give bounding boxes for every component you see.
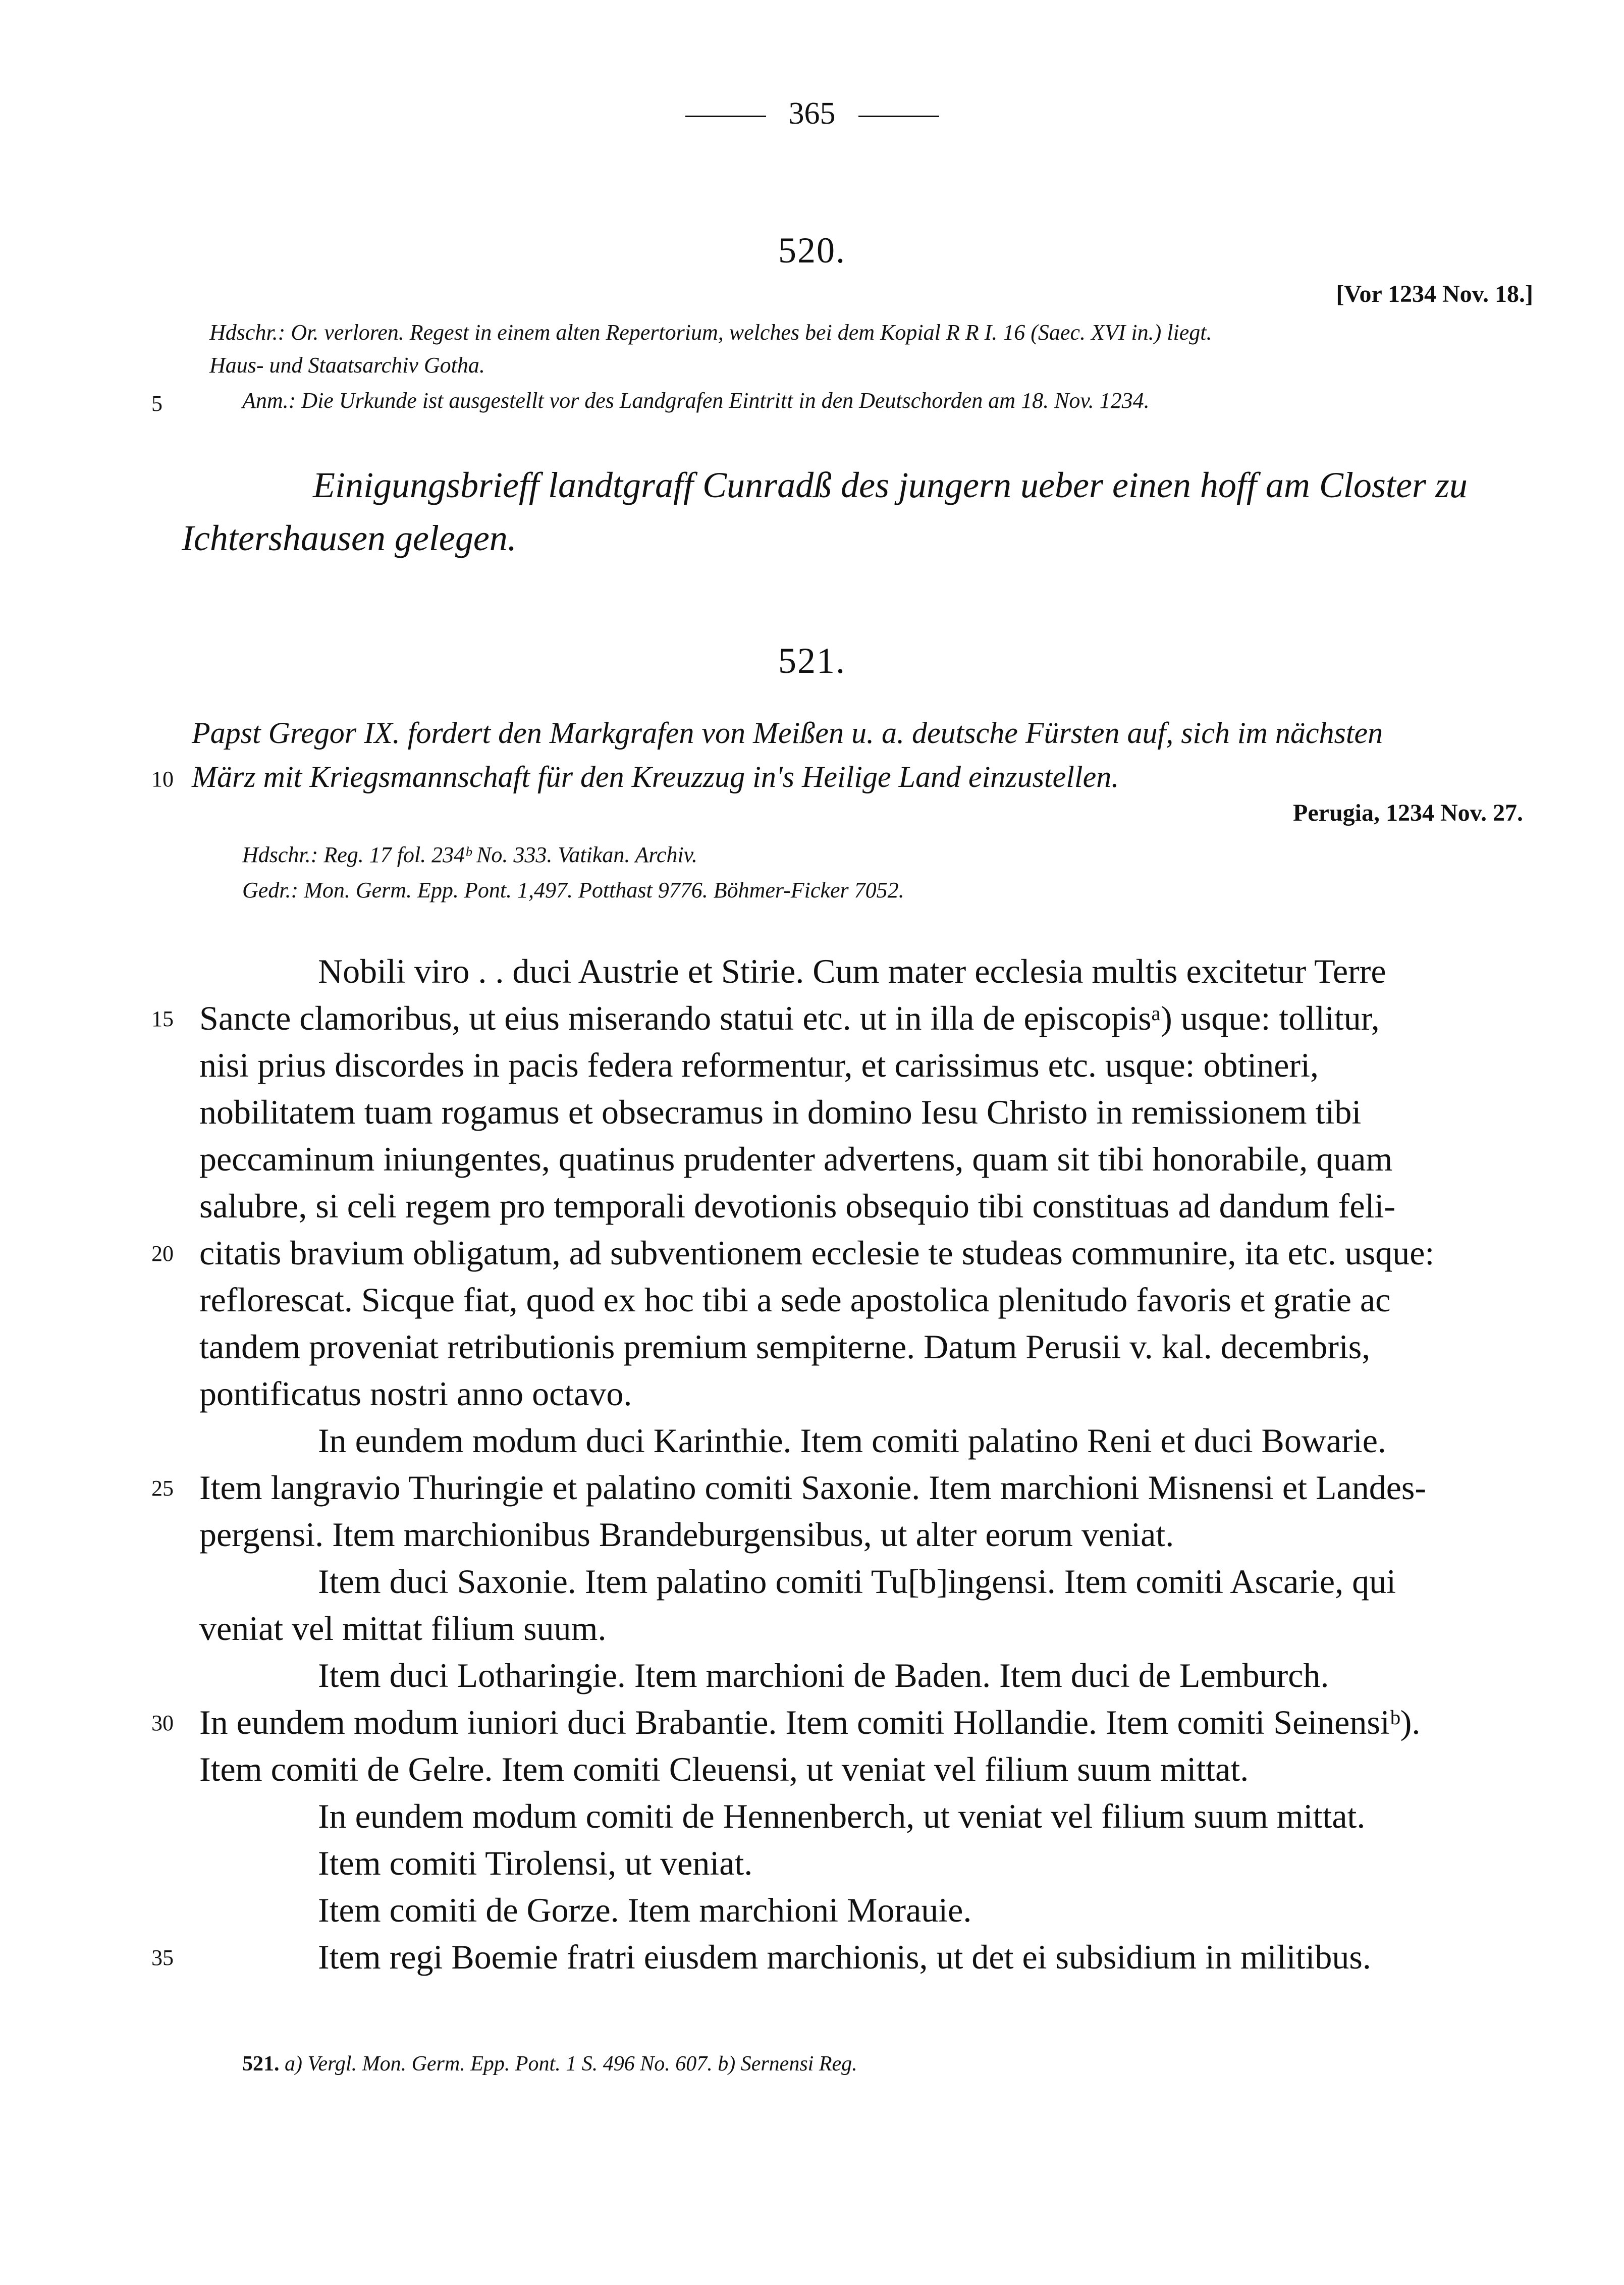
text-line: Nobili viro . . duci Austrie et Stirie. Cum mater ecclesia multis excitetur Terre [318, 952, 1386, 990]
doc-521-regest: März mit Kriegsmannschaft für den Kreuzzug in's Heilige Land einzustellen. [192, 760, 1119, 793]
doc-521-place-date: Perugia, 1234 Nov. 27. [1293, 800, 1523, 826]
header-rule-left [685, 116, 766, 117]
line-number: 10 [151, 767, 174, 791]
text-line: Item comiti Tirolensi, ut veniat. [318, 1844, 753, 1882]
footnote [242, 2052, 857, 2076]
doc-520-title: Ichtershausen gelegen. [182, 518, 517, 558]
text-line: tandem proveniat retributionis premium sempiterne. Datum Perusii v. kal. decembris, [199, 1327, 1371, 1366]
text-line: Item regi Boemie fratri eiusdem marchionis, ut det ei subsidium in militibus. [318, 1938, 1371, 1976]
doc-520-number: 520. [778, 230, 846, 271]
text-line: Sancte clamoribus, ut eius miserando statui etc. ut in illa de episcopisᵃ) usque: tollitur, [199, 999, 1380, 1037]
doc-521-source: Gedr.: Mon. Germ. Epp. Pont. 1,497. Potthast 9776. Böhmer-Ficker 7052. [242, 878, 904, 902]
doc-520-note: Anm.: Die Urkunde ist ausgestellt vor des Landgrafen Eintritt in den Deutschorden am 18. Nov. 1234. [242, 388, 1150, 413]
page-number: 365 [788, 96, 836, 131]
text-line: pergensi. Item marchionibus Brandeburgensibus, ut alter eorum veniat. [199, 1515, 1174, 1554]
text-line: Item duci Lotharingie. Item marchioni de Baden. Item duci de Lemburch. [318, 1656, 1329, 1694]
text-line: In eundem modum duci Karinthie. Item comiti palatino Reni et duci Bowarie. [318, 1421, 1386, 1460]
doc-521-source: Hdschr.: Reg. 17 fol. 234ᵇ No. 333. Vatikan. Archiv. [242, 842, 697, 867]
text-line: veniat vel mittat filium suum. [199, 1609, 607, 1648]
doc-520-note: Haus- und Staatsarchiv Gotha. [209, 353, 485, 378]
line-number: 5 [151, 391, 163, 416]
line-number: 30 [151, 1711, 174, 1735]
doc-520-title: Einigungsbrieff landtgraff Cunradß des jungern ueber einen hoff am Closter zu [313, 465, 1468, 505]
text-line: reflorescat. Sicque fiat, quod ex hoc tibi a sede apostolica plenitudo favoris et gratie ac [199, 1281, 1391, 1319]
footnote-text: a) Vergl. Mon. Germ. Epp. Pont. 1 S. 496 No. 607. b) Sernensi Reg. [285, 2052, 857, 2076]
text-line: In eundem modum comiti de Hennenberch, ut veniat vel filium suum mittat. [318, 1797, 1366, 1835]
text-line: Item duci Saxonie. Item palatino comiti Tu[b]ingensi. Item comiti Ascarie, qui [318, 1562, 1396, 1601]
text-line: Item langravio Thuringie et palatino comiti Saxonie. Item marchioni Misnensi et Landes- [199, 1468, 1426, 1507]
line-number: 15 [151, 1006, 174, 1031]
text-line: Item comiti de Gelre. Item comiti Cleuensi, ut veniat vel filium suum mittat. [199, 1750, 1249, 1788]
page-header [0, 96, 1624, 132]
line-number: 20 [151, 1241, 174, 1266]
doc-521-regest: Papst Gregor IX. fordert den Markgrafen von Meißen u. a. deutsche Fürsten auf, sich im nächsten [192, 716, 1383, 750]
doc-520-note: Hdschr.: Or. verloren. Regest in einem alten Repertorium, welches bei dem Kopial R R I. 16 (Saec. XVI in.) liegt. [209, 320, 1212, 345]
text-line: pontificatus nostri anno octavo. [199, 1374, 632, 1413]
text-line: nisi prius discordes in pacis federa reformentur, et carissimus etc. usque: obtineri, [199, 1046, 1319, 1084]
text-line: salubre, si celi regem pro temporali devotionis obsequio tibi constituas ad dandum feli- [199, 1187, 1396, 1225]
doc-520-date: [Vor 1234 Nov. 18.] [1336, 281, 1533, 307]
line-number: 35 [151, 1945, 174, 1970]
footnote-ref: 521. [242, 2052, 280, 2076]
header-rule-right [858, 116, 939, 117]
text-line: citatis bravium obligatum, ad subventionem ecclesie te studeas communire, ita etc. usque: [199, 1234, 1435, 1272]
line-number: 25 [151, 1476, 174, 1501]
text-line: peccaminum iniungentes, quatinus prudenter advertens, quam sit tibi honorabile, quam [199, 1140, 1393, 1178]
text-line: Item comiti de Gorze. Item marchioni Morauie. [318, 1891, 972, 1929]
text-line: In eundem modum iuniori duci Brabantie. Item comiti Hollandie. Item comiti Seinensiᵇ). [199, 1703, 1421, 1741]
text-line: nobilitatem tuam rogamus et obsecramus in domino Iesu Christo in remissionem tibi [199, 1093, 1362, 1131]
doc-521-number: 521. [778, 641, 846, 681]
